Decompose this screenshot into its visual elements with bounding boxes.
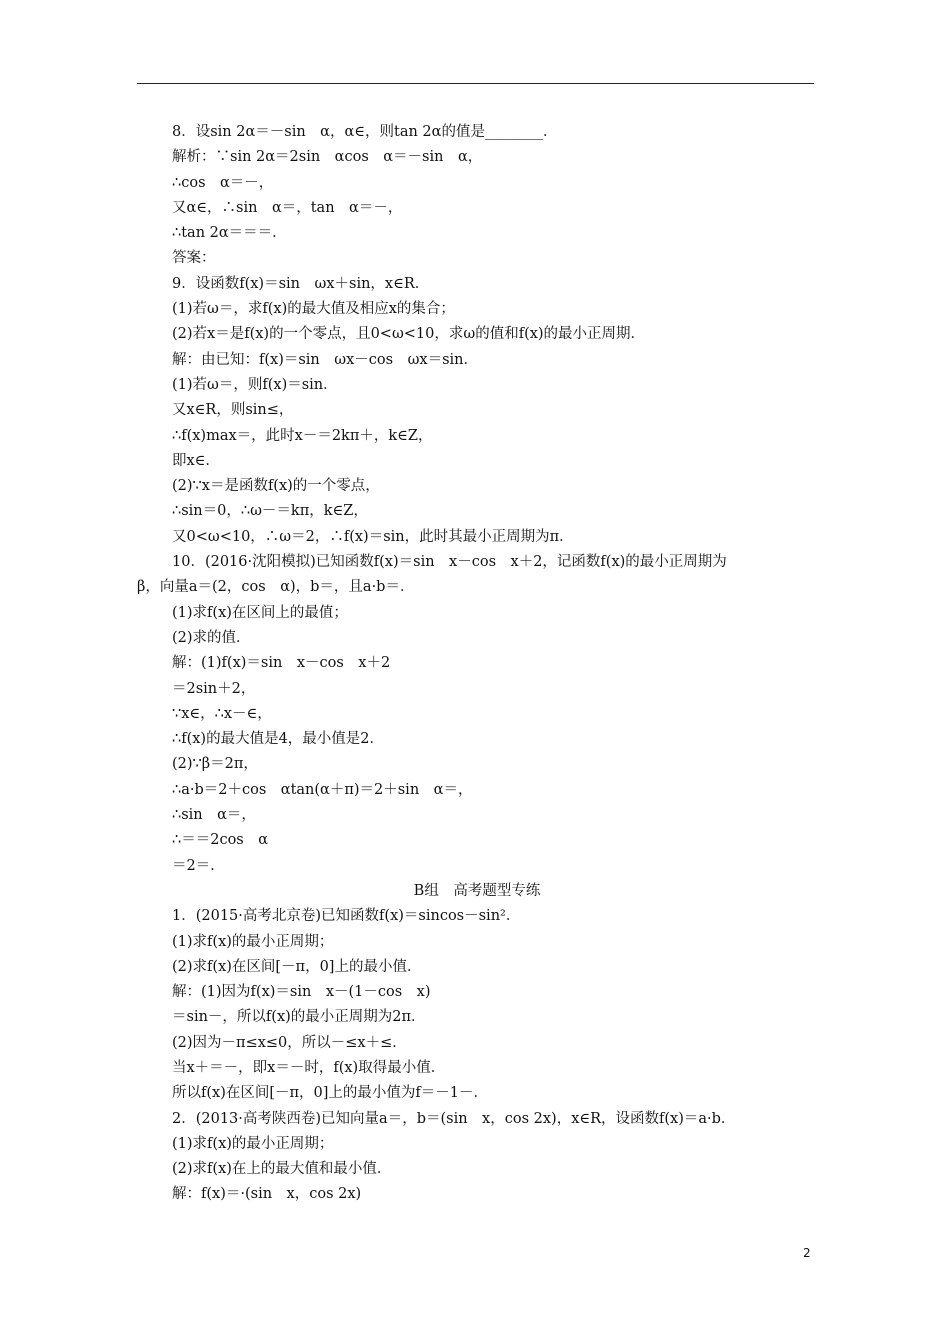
text-line: 1．(2015·高考北京卷)已知函数f(x)＝sincos－sin²． xyxy=(172,908,521,925)
text-line: (2)若x＝是f(x)的一个零点，且0<ω<10，求ω的值和f(x)的最小正周期． xyxy=(172,326,646,343)
text-line: ∴f(x)max＝，此时x－＝2kπ＋，k∈Z， xyxy=(172,427,433,444)
text-line: 又α∈，∴sin α＝，tan α＝－， xyxy=(172,199,403,216)
text-line: ∴cos α＝－， xyxy=(172,174,274,191)
text-line: ∴sin α＝， xyxy=(172,807,256,824)
text-line: (1)求f(x)的最小正周期； xyxy=(172,1135,334,1152)
text-line: 解：f(x)＝·(sin x，cos 2x) xyxy=(172,1186,362,1203)
text-line: 又0<ω<10，∴ω＝2，∴f(x)＝sin，此时其最小正周期为π． xyxy=(172,528,574,545)
text-line: ∴＝＝2cos α xyxy=(172,832,269,849)
text-line: ＝2＝． xyxy=(172,857,225,874)
text-line: 解析：∵sin 2α＝2sin αcos α＝－sin α， xyxy=(172,149,483,166)
text-line: 9．设函数f(x)＝sin ωx＋sin，x∈R． xyxy=(172,275,430,292)
text-line: (2)∵x＝是函数f(x)的一个零点， xyxy=(172,478,380,495)
document-body xyxy=(137,120,817,1208)
text-line: 又x∈R，则sin≤， xyxy=(172,402,294,419)
text-line: (2)求f(x)在区间[－π，0]上的最小值． xyxy=(172,958,422,975)
text-line: (1)求f(x)在区间上的最值； xyxy=(172,604,348,621)
text-line: (1)若ω＝，则f(x)＝sin． xyxy=(172,376,338,393)
text-line: 2．(2013·高考陕西卷)已知向量a＝，b＝(sin x，cos 2x)，x∈R，设函数f(x)＝a·b． xyxy=(172,1110,736,1127)
text-line: 当x＋＝－，即x＝－时，f(x)取得最小值． xyxy=(172,1059,446,1076)
text-line: (2)求的值． xyxy=(172,629,251,646)
text-line: ∴sin＝0，∴ω－＝kπ，k∈Z， xyxy=(172,503,368,520)
text-line: ∵x∈，∴x－∈， xyxy=(172,705,272,722)
header-rule xyxy=(137,83,814,84)
text-line: 所以f(x)在区间[－π，0]上的最小值为f＝－1－． xyxy=(172,1085,489,1102)
text-line: (2)求f(x)在上的最大值和最小值． xyxy=(172,1161,392,1178)
text-line: (1)求f(x)的最小正周期； xyxy=(172,933,334,950)
section-heading: B组 高考题型专练 xyxy=(413,882,541,899)
page-number: 2 xyxy=(803,1246,811,1260)
text-line: ＝2sin＋2， xyxy=(172,680,256,697)
text-line: 答案： xyxy=(172,250,216,267)
text-line: (2)因为－π≤x≤0，所以－≤x＋≤． xyxy=(172,1034,407,1051)
text-line: 解：(1)f(x)＝sin x－cos x＋2 xyxy=(172,655,391,672)
text-line: ∴f(x)的最大值是4，最小值是2． xyxy=(172,731,385,748)
text-line: (1)若ω＝，求f(x)的最大值及相应x的集合； xyxy=(172,301,455,318)
text-line: 解：(1)因为f(x)＝sin x－(1－cos x) xyxy=(172,984,431,1001)
text-line: 解：由已知：f(x)＝sin ωx－cos ωx＝sin． xyxy=(172,351,478,368)
text-line: (2)∵β＝2π， xyxy=(172,756,258,773)
text-line: ∴a·b＝2＋cos αtan(α＋π)＝2＋sin α＝， xyxy=(172,781,473,798)
text-line: ＝sin－，所以f(x)的最小正周期为2π． xyxy=(172,1009,426,1026)
text-line: ∴tan 2α＝＝＝． xyxy=(172,225,287,242)
text-line: 8．设sin 2α＝－sin α，α∈，则tan 2α的值是________． xyxy=(172,124,558,140)
text-line: 即x∈． xyxy=(172,452,220,469)
text-line: β，向量a＝(2，cos α)，b＝，且a·b＝． xyxy=(137,579,415,596)
text-line: 10．(2016·沈阳模拟)已知函数f(x)＝sin x－cos x＋2，记函数f(x)的最小正周期为 xyxy=(172,554,727,571)
